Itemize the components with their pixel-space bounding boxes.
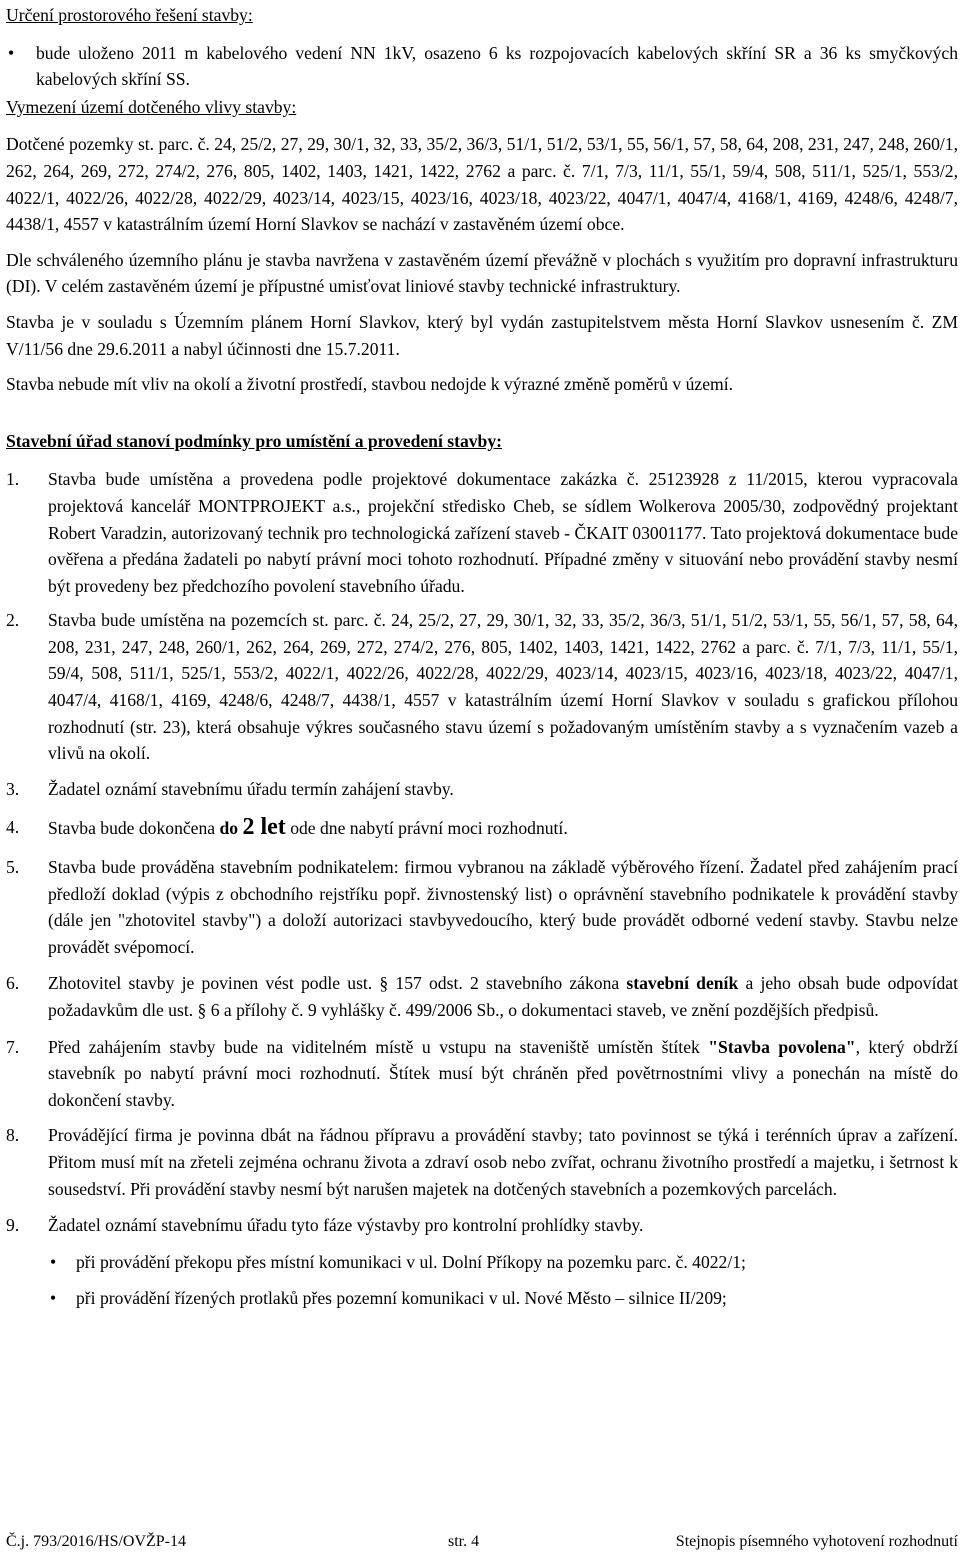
condition-item-8 — [6, 1122, 958, 1202]
condition-bold: "Stavba povolena" — [708, 1036, 856, 1057]
condition-number: 8. — [6, 1125, 20, 1146]
section-heading-affected-area: Vymezení území dotčeného vlivy stavby: — [6, 96, 297, 117]
condition-text: , který obdrží stavebník po nabytí právní moci rozhodnutí. Štítek musí být chráněn před povětrnostními vlivy a ponechán na místě do dokončení stavby. — [48, 1036, 958, 1110]
bullet-item — [6, 40, 958, 93]
condition-item-1 — [6, 466, 958, 599]
inspection-phase-text: při provádění řízených protlaků přes pozemní komunikaci v ul. Nové Město – silnice II/209; — [76, 1288, 727, 1309]
condition-text: ode dne nabytí právní moci rozhodnutí. — [285, 818, 568, 839]
condition-number: 1. — [6, 469, 20, 490]
page-footer — [6, 1531, 958, 1556]
condition-text: Před zahájením stavby bude na viditelném místě u vstupu na staveniště umístěn štítek — [48, 1036, 709, 1057]
condition-text: Stavba bude prováděna stavebním podnikatelem: firmou vybranou na základě výběrového řízení. Žadatel před zahájením prací předloží doklad (výpis z obchodního rejstříku popř. živnostenský list) o oprávnění stavebního podnikatele k provádění stavby (dále jen "zhotovitel stavby") a doloží autorizaci stavbyvedoucího, který bude provádět odborné vedení stavby. Stavbu nelze provádět svépomocí. — [48, 857, 958, 957]
condition-text: Stavba bude dokončena — [48, 818, 220, 839]
paragraph-compliance: Stavba je v souladu s Územním plánem Horní Slavkov, který byl vydán zastupitelstvem města Horní Slavkov usnesením č. ZM V/11/56 dne 29.6.2011 a nabyl účinnosti dne 15.7.2011. — [6, 311, 958, 359]
paragraph-environment: Stavba nebude mít vliv na okolí a životní prostředí, stavbou nedojde k výrazné změně poměrů v území. — [6, 374, 734, 395]
conditions-list — [6, 466, 958, 1312]
condition-item-7 — [6, 1034, 958, 1114]
condition-item-3 — [6, 776, 958, 803]
condition-text: Stavba bude umístěna na pozemcích st. parc. č. 24, 25/2, 27, 29, 30/1, 32, 33, 35/2, 36/3, 51/1, 51/2, 53/1, 55, 56/1, 57, 58, 64, 208, 231, 247, 248, 260/1, 262, 264, 269, 272, 274/2, 276, 805, 1402, 1403, 1421, 1422, 2762 a parc. č. 7/1, 7/3, 11/1, 55/1, 59/4, 508, 511/1, 525/1, 553/2, 4022/1, 4022/26, 4022/28, 4022/29, 4023/14, 4023/15, 4023/16, 4023/18, 4023/22, 4047/1, 4047/4, 4168/1, 4169, 4248/6, 4248/7, 4438/1, 4557 v katastrálním území Horní Slavkov v souladu s grafickou přílohou rozhodnutí (str. 23), která obsahuje výkres současného stavu území s požadovaným umístěním stavby a s vyznačením vazeb a vlivů na okolí. — [48, 610, 958, 764]
inspection-phase-item — [6, 1285, 958, 1312]
condition-number: 6. — [6, 973, 20, 994]
condition-item-5 — [6, 854, 958, 960]
condition-item-9 — [6, 1212, 958, 1239]
condition-text: Žadatel oznámí stavebnímu úřadu termín zahájení stavby. — [48, 778, 454, 799]
condition-bold: do — [219, 818, 243, 839]
bullet-icon: • — [50, 1288, 57, 1309]
condition-number: 3. — [6, 778, 20, 799]
inspection-phase-text: při provádění překopu přes místní komunikaci v ul. Dolní Příkopy na pozemku parc. č. 4022/1; — [76, 1251, 746, 1272]
condition-text: Provádějící firma je povinna dbát na řádnou přípravu a provádění stavby; tato povinnost se týká i terénních úprav a zařízení. Přitom musí mít na zřeteli zejména ochranu života a zdraví osob nebo zvířat, ochranu životního prostředí a majetku, i šetrnost k sousedství. Při provádění stavby nesmí být narušen majetek na dotčených stavebních a pozemkových parcelách. — [48, 1125, 958, 1199]
condition-text: Zhotovitel stavby je povinen vést podle ust. § 157 odst. 2 stavebního zákona — [48, 973, 627, 994]
paragraph-zoning-plan: Dle schváleného územního plánu je stavba navržena v zastavěném území převážně v plochách s využitím pro dopravní infrastrukturu (DI). V celém zastavěném území je přípustné umisťovat liniové stavby technické infrastruktury. — [6, 249, 958, 297]
condition-text: Žadatel oznámí stavebnímu úřadu tyto fáze výstavby pro kontrolní prohlídky stavby. — [48, 1215, 644, 1236]
conditions-heading: Stavební úřad stanoví podmínky pro umístění a provedení stavby: — [6, 430, 502, 451]
condition-deadline: 2 let — [242, 814, 286, 841]
condition-bold: stavební deník — [626, 973, 739, 994]
copy-note: Stejnopis písemného vyhotovení rozhodnutí — [675, 1533, 958, 1550]
document-page — [6, 0, 958, 1312]
condition-number: 4. — [6, 817, 20, 838]
condition-item-2 — [6, 607, 958, 767]
condition-item-6 — [6, 970, 958, 1023]
condition-text: Stavba bude umístěna a provedena podle projektové dokumentace zakázka č. 25123928 z 11/2015, kterou vypracovala projektová kancelář MONTPROJEKT a.s., projekční středisko Cheb, se sídlem Wolkerova 2005/30, zodpovědný projektant Robert Varadzin, autorizovaný technik pro technologická zařízení staveb - ČKAIT 03001177. Tato projektová dokumentace bude ověřena a předána žadateli po nabytí právní moci tohoto rozhodnutí. Případné změny v situování nebo provádění stavby nesmí být provedeny bez předchozího povolení stavebního úřadu. — [48, 469, 958, 596]
section-heading-spatial: Určení prostorového řešení stavby: — [6, 5, 253, 25]
condition-number: 9. — [6, 1215, 20, 1236]
bullet-icon: • — [50, 1251, 57, 1272]
reference-number: Č.j. 793/2016/HS/OVŽP-14 — [6, 1533, 187, 1550]
bullet-icon: • — [8, 42, 15, 63]
page-number: str. 4 — [448, 1533, 480, 1550]
inspection-phase-item — [6, 1249, 958, 1276]
paragraph-plots: Dotčené pozemky st. parc. č. 24, 25/2, 27, 29, 30/1, 32, 33, 35/2, 36/3, 51/1, 51/2, 53/1, 55, 56/1, 57, 58, 64, 208, 231, 247, 248, 260/1, 262, 264, 269, 272, 274/2, 276, 805, 1402, 1403, 1421, 1422, 2762 a parc. č. 7/1, 7/3, 11/1, 55/1, 59/4, 508, 511/1, 525/1, 553/2, 4022/1, 4022/26, 4022/28, 4022/29, 4023/14, 4023/15, 4023/16, 4023/18, 4023/22, 4047/1, 4047/4, 4168/1, 4169, 4248/6, 4248/7, 4438/1, 4557 v katastrálním území Horní Slavkov se nachází v zastavěném území obce. — [6, 134, 958, 235]
bullet-text: bude uloženo 2011 m kabelového vedení NN 1kV, osazeno 6 ks rozpojovacích kabelových skříní SR a 36 ks smyčkových kabelových skříní SS. — [36, 42, 958, 90]
condition-number: 5. — [6, 857, 20, 878]
condition-item-4 — [6, 814, 958, 842]
condition-number: 7. — [6, 1036, 20, 1057]
condition-number: 2. — [6, 610, 20, 631]
condition-text: a jeho obsah bude odpovídat požadavkům dle ust. § 6 a přílohy č. 9 vyhlášky č. 499/2006 Sb., o dokumentaci staveb, ve znění pozdějších předpisů. — [48, 973, 958, 1020]
